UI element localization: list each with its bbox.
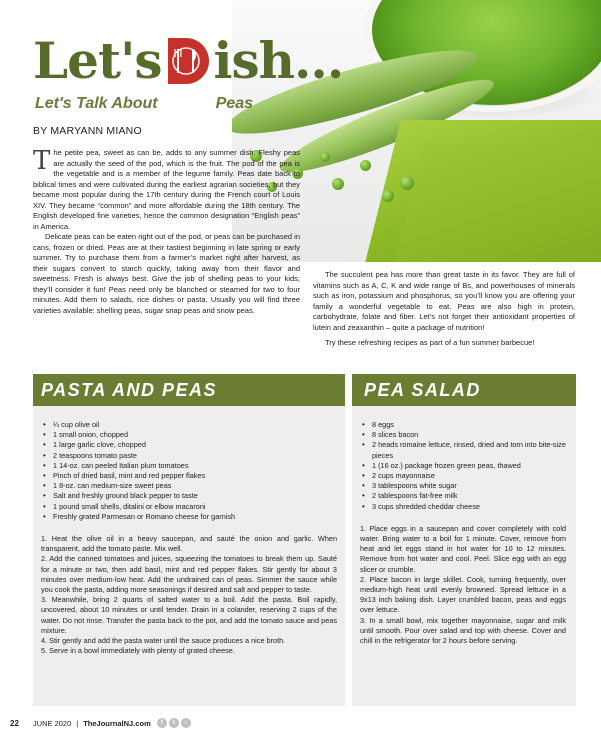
- ingredient-item: • 8 eggs: [360, 420, 566, 430]
- social-icons: [157, 718, 191, 728]
- site-link[interactable]: TheJournalNJ.com: [83, 718, 151, 728]
- ingredient-item: • 2 heads romaine lettuce, rinsed, dried and torn into bite-size pieces: [360, 440, 566, 460]
- footer-separator: |: [76, 718, 79, 728]
- loose-pea: [320, 152, 330, 162]
- page-number: 22: [10, 718, 19, 728]
- twitter-icon[interactable]: t: [169, 718, 179, 728]
- subtitle-left: Let's Talk About: [35, 95, 158, 112]
- article-paragraph: Delicate peas can be eaten right out of the pod, or peas can be purchased in cans, frozen or dried. Peas are at their tastiest beginning in late spring or early summer. Try to purchase them from a farmer’s market right after harvest, as their sugars convert to starch quickly, taking away from their flavor and sweetness. Fresh is always best. Give the job of shelling peas to your kids; they’ll consider it fun! Peas need only be blanched or steamed for two to four minutes. Add them to salads, rice dishes or pasta. Usually you will find three varieties available: shelling peas, sugar snap peas and snow peas.: [33, 232, 300, 315]
- ingredient-item: • 1 (16 oz.) package frozen green peas, thawed: [360, 461, 566, 471]
- ingredient-item: • 2 teaspoons tomato paste: [41, 451, 337, 461]
- green-napkin: [392, 142, 601, 262]
- direction-step: 3. Meanwhile, bring 2 quarts of salted water to a boil. Add the pasta. Boil rapidly, uncovered, about 10 minutes or until tender. Drain in a colander, reserving 2 cups of the water. Do not rinse. Transfer the pasta back to the pot, and add the tomato sauce and peas mixture.: [41, 595, 337, 635]
- direction-step: 4. Stir gently and add the pasta water until the sauce produces a nice broth.: [41, 636, 286, 646]
- direction-step: 1. Heat the olive oil in a heavy saucepan, and sauté the onion and garlic. When transparent, add the tomato paste. Mix well.: [41, 534, 337, 554]
- ingredient-item: • 1 pound small shells, ditalini or elbow macaroni: [41, 502, 337, 512]
- ingredient-item: • 2 tablespoons fat-free milk: [360, 491, 566, 501]
- recipe-box-pasta: [33, 374, 345, 706]
- recipe-title: PASTA AND PEAS: [33, 374, 345, 406]
- paragraph-text: he petite pea, sweet as can be, adds to any summer dish. Fleshy peas are actually the seed of the pod, which is the fruit. The pod of the pea is the vegetable and is a member of the legume family. Peas date back to biblical times and were cultivated during the earliest agrarian societies, but they became most popular during the 17th century during the French court of Louis XIV. They became “common” and more affordable during the 18th century. The English developed fine varieties, hence the common designation “English peas” in America.: [33, 148, 300, 231]
- article-paragraph: Try these refreshing recipes as part of a fun summer barbecue!: [325, 338, 535, 347]
- ingredient-item: • ¼ cup olive oil: [41, 420, 337, 430]
- issue-date: JUNE 2020: [32, 718, 72, 728]
- ingredient-item: • Salt and freshly ground black pepper to taste: [41, 491, 337, 501]
- title-text-right: ish...: [213, 31, 344, 90]
- ingredient-list: [33, 406, 345, 522]
- ingredient-item: • 1 14-oz. can peeled Italian plum tomatoes: [41, 461, 337, 471]
- subtitle-right: Peas: [215, 95, 253, 112]
- ingredient-item: • 1 large garlic clove, chopped: [41, 440, 337, 450]
- page-footer: [10, 715, 191, 731]
- direction-step: 5. Serve in a bowl immediately with plenty of grated cheese.: [41, 646, 235, 656]
- ingredient-item: • 3 tablespoons white sugar: [360, 481, 566, 491]
- ingredient-item: • 3 cups shredded cheddar cheese: [360, 502, 566, 512]
- ingredient-item: • 8 slices bacon: [360, 430, 566, 440]
- ingredient-item: • 1 small onion, chopped: [41, 430, 337, 440]
- loose-pea: [400, 176, 414, 190]
- direction-step: 1. Place eggs in a saucepan and cover completely with cold water. Bring water to a boil for 1 minute. Cover, remove from heat and let eggs stand in hot water for 10 to 12 minutes. Remove from hot water and cool. Peel. Slice egg with an egg slicer or crumble.: [360, 523, 566, 574]
- drop-cap: T: [33, 146, 51, 176]
- recipe-title: PEA SALAD: [352, 374, 576, 406]
- recipe-box-salad: [352, 374, 576, 706]
- directions: [33, 522, 345, 656]
- plate-utensils-logo-icon: [164, 36, 212, 86]
- facebook-icon[interactable]: f: [157, 718, 167, 728]
- title-text-left: Let's: [33, 31, 162, 90]
- byline: BY MARYANN MIANO: [33, 125, 142, 137]
- column-title: [33, 33, 343, 89]
- ingredient-list: [352, 406, 576, 512]
- ingredient-item: • 1 8-oz. can medium-size sweet peas: [41, 481, 337, 491]
- column-subtitle: [35, 95, 253, 113]
- directions: [352, 512, 576, 646]
- direction-step: 2. Place bacon in large skillet. Cook, turning frequently, over medium-high heat until evenly browned. Spread lettuce in a 9x13 inch baking dish. Layer crumbled bacon, peas and eggs over lettuce.: [360, 574, 566, 615]
- loose-pea: [382, 190, 394, 202]
- instagram-icon[interactable]: ○: [181, 718, 191, 728]
- article-paragraph: The succulent pea has more than great taste in its favor. They are full of vitamins such as A, C, K and wide range of Bs, and powerhouses of minerals such as iron, potassium and phosphorus, so you’ll know you are offering your family a wonderful vegetable to eat. Peas are also high in protein, carbohydrate, folate and fiber. Let’s not forget their antioxidant properties of lutein and zeaxanthin – quite a package of nutrition!: [313, 270, 575, 332]
- direction-step: 2. Add the canned tomatoes and juices, squeezing the tomatoes to break them up. Sauté for a minute or two, then add basil, mint and red pepper flakes. Stir gently for about 3 minutes over medium-low heat. Add the undrained can of peas. Simmer the sauce while you cook the pasta, adding more seasonings if desired and salt and pepper to taste.: [41, 554, 337, 595]
- article-column-2: [313, 270, 575, 349]
- loose-pea: [332, 178, 344, 190]
- article-column-1: [33, 148, 300, 316]
- article-paragraph: [33, 148, 300, 232]
- ingredient-item: • Pinch of dried basil, mint and red pepper flakes: [41, 471, 337, 481]
- ingredient-item: • Freshly grated Parmesan or Romano cheese for garnish: [41, 512, 337, 522]
- ingredient-item: • 2 cups mayonnaise: [360, 471, 566, 481]
- loose-pea: [360, 160, 371, 171]
- direction-step: 3. In a small bowl, mix together mayonnaise, sugar and milk until smooth. Pour over salad and top with cheese. Cover and chill in the refrigerator for 2 hours before serving.: [360, 615, 566, 646]
